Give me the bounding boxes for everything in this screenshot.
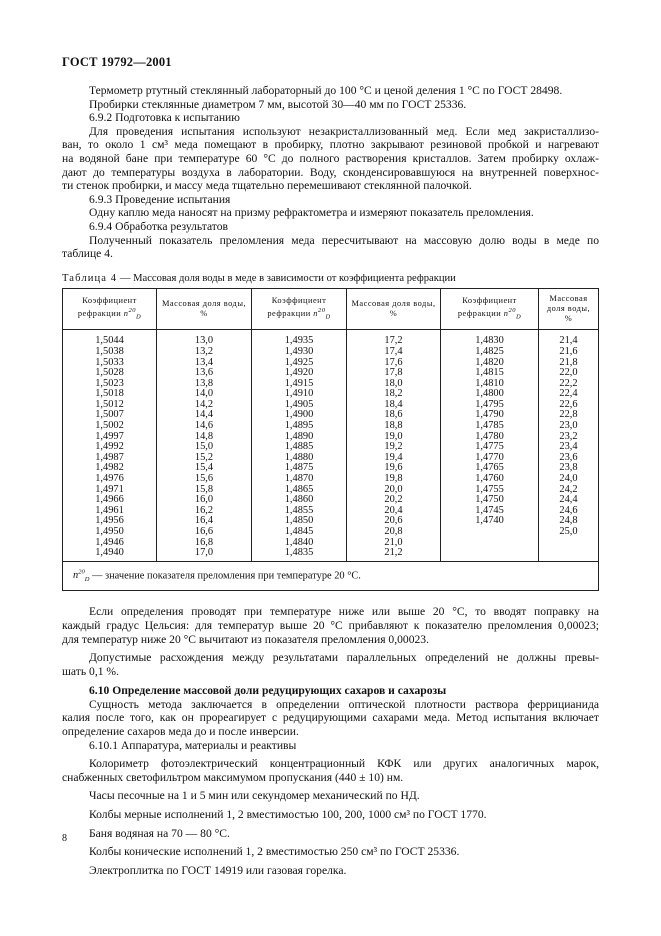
table-cell: 1,4992 [95,441,124,453]
column-coef-3 [441,330,539,561]
table-cell: 1,4865 [284,483,314,495]
paragraph-procedure: Одну каплю меда наносят на призму рефрактометра и измеряют показатель преломления. [89,206,534,220]
table-cell: 15,4 [194,462,214,474]
table-cell: 1,4920 [284,367,314,379]
table-cell: 1,4885 [284,441,314,453]
paragraph-tolerance-line-2: шать 0,1 %. [62,664,119,678]
table-cell: 19,0 [384,430,403,442]
paragraph-preparation-line-4: дают до температуры воздуха в лаборатории. Воду, сконденсировавшуюся на внутренней поверхнос- [62,165,599,179]
paragraph-thermometer: Термометр ртутный стеклянный лабораторный до 100 °С и ценой деления 1 °С по ГОСТ 28498. [89,84,563,97]
table-cell: 1,4795 [475,398,504,410]
table-cell: 13,6 [194,367,214,379]
table-cell: 1,4900 [284,409,314,421]
table-cell: 21,4 [559,335,578,347]
table-cell: 1,4940 [95,547,124,559]
table-cell: 1,4930 [284,345,314,357]
paragraph-preparation-line-2: ван, то около 1 см³ меда помещают в пробирку, плотно закрывают резиновой пробкой и нагревают [62,138,599,152]
table-cell: 1,4770 [475,451,504,463]
subsection-apparatus: 6.10.1 Аппаратура, материалы и реактивы [89,738,297,752]
paragraph-method-line-1: Сущность метода заключается в определении оптической плотности раствора феррицианида [89,697,599,711]
table-cell: 1,4987 [95,451,124,463]
table-cell: 1,4855 [284,504,314,516]
list-item-water-bath: Баня водяная на 70 — 80 °С. [89,826,230,840]
refraction-table [62,288,599,591]
table-cell: 1,4825 [475,345,504,357]
table-cell: 23,0 [559,420,578,432]
table-cell: 1,4845 [284,526,314,537]
table-cell: 1,4890 [284,430,314,442]
header-coef-2: Коэффициент рефракции $n^{20}_D$ [252,289,347,330]
table-cell: 24,0 [559,473,578,485]
table-cell: 1,4860 [284,494,314,506]
table-cell: 13,8 [194,377,214,389]
table-cell: 15,0 [194,441,214,453]
table-cell: 1,4870 [284,473,314,485]
table-cell: 1,5028 [95,367,124,379]
table-cell: 1,4800 [475,388,504,400]
table-cell: 1,4745 [475,504,504,516]
table-cell: 21,2 [384,547,403,559]
table-cell: 1,4997 [95,430,124,442]
table-cell: 22,6 [559,398,578,410]
table-cell: 1,4785 [475,420,504,432]
table-cell: 1,4905 [284,398,314,410]
table-cell: 1,4830 [475,335,504,347]
table-cell: 1,4961 [95,504,124,516]
paragraph-preparation-line-1: Для проведения испытания используют незакристаллизованный мед. Если мед закристаллизо- [89,124,599,138]
table-cell: 1,4775 [475,441,504,453]
table-cell: 23,8 [559,462,578,474]
table-cell: 20,2 [384,494,403,506]
table-cell: 23,6 [559,451,578,463]
table-cell: 24,4 [559,494,578,506]
table-cell: 16,6 [194,526,214,537]
paragraph-preparation-line-5: ти стенок пробирки, и массу меда тщательно перемешивают стеклянной палочкой. [62,179,472,193]
table-cell: 20,4 [384,504,403,516]
table-data-row [63,330,599,561]
table-cell: 1,4880 [284,451,314,463]
table-caption-prefix: Таблица 4 [62,272,118,284]
table-cell: 1,4950 [95,526,124,537]
paragraph-results-line-2: таблице 4. [62,247,113,261]
table-cell: 1,5044 [95,335,124,347]
table-cell: 17,0 [194,547,214,559]
table-cell: 1,5033 [95,356,124,368]
table-cell: 17,2 [384,335,403,347]
paragraph-correction-line-3: для температур ниже 20 °С вычитают из показателя преломления 0,00023. [62,632,429,646]
table-cell: 16,8 [194,536,214,548]
table-cell: 14,4 [194,409,214,421]
table-cell: 17,8 [384,367,403,379]
column-water-2 [347,330,441,561]
table-cell: 1,4760 [475,473,504,485]
table-cell: 19,2 [384,441,403,453]
paragraph-method-line-2: калия после того, как он прореагирует с редуцирующими сахарами меда. Метод испытания включает [62,711,599,725]
table-cell: 1,4956 [95,515,124,527]
table-cell: 21,8 [559,356,578,368]
table-cell: 13,4 [194,356,214,368]
paragraph-preparation-line-3: на водяной бане при температуре 60 °С до полного растворения кристаллов. Затем пробирку охлаж- [62,151,599,165]
table-cell: 1,4875 [284,462,314,474]
table-cell: 1,4925 [284,356,314,368]
table-cell: 1,4820 [475,356,504,368]
header-water-1: Массовая доля воды, % [157,289,252,330]
header-water-2: Массовая доля воды, % [347,289,441,330]
table-cell: 21,6 [559,345,578,357]
header-coef-3: Коэффициент рефракции $n^{20}_D$ [441,289,539,330]
table-cell: 1,5012 [95,398,124,410]
table-cell: 14,0 [194,388,214,400]
table-cell: 1,4815 [475,367,504,379]
table-cell: 1,4790 [475,409,504,421]
table-caption [62,272,599,286]
table-cell: 18,2 [384,388,403,400]
paragraph-correction-line-1: Если определения проводят при температуре ниже или выше 20 °С, то вводят поправку на [89,605,599,619]
table-cell: 19,4 [384,451,403,463]
table-cell: 13,0 [194,335,214,347]
table-cell: 13,2 [194,345,214,357]
paragraph-results-line-1: Полученный показатель преломления меда пересчитывают на массовую долю воды в меде по [89,233,599,247]
table-cell: 14,6 [194,420,214,432]
subsection-preparation: 6.9.2 Подготовка к испытанию [89,111,240,125]
list-item-volumetric-flasks: Колбы мерные исполнений 1, 2 вместимостью 100, 200, 1000 см³ по ГОСТ 1770. [89,808,487,822]
document-header: ГОСТ 19792—2001 [62,55,172,69]
paragraph-correction-line-2: каждый градус Цельсия: для температур выше 20 °С прибавляют к показателю преломления 0,00023; [62,618,599,632]
table-cell: 24,8 [559,515,578,527]
header-water-3: Массовая доля воды, % [539,289,599,330]
table-cell: 1,4780 [475,430,504,442]
table-cell: 18,0 [384,377,403,389]
table-cell: 1,5002 [95,420,124,432]
table-cell: 22,4 [559,388,578,400]
table-cell: 22,8 [559,409,578,421]
table-note: $n^{20}_D$ — значение показателя преломления при температуре 20 °С. [63,561,599,591]
column-coef-2 [252,330,347,561]
table-cell: 17,6 [384,356,403,368]
table-cell: 1,4840 [284,536,314,548]
list-item-hotplate: Электроплитка по ГОСТ 14919 или газовая горелка. [89,863,347,877]
table-cell: 1,4976 [95,473,124,485]
table-cell: 18,4 [384,398,403,410]
page-number: 8 [62,833,67,844]
table-cell: 1,5023 [95,377,124,389]
subsection-results: 6.9.4 Обработка результатов [89,219,228,233]
column-coef-1 [63,330,157,561]
paragraph-test-tubes: Пробирки стеклянные диаметром 7 мм, высотой 30—40 мм по ГОСТ 25336. [89,97,467,111]
list-item-clock: Часы песочные на 1 и 5 мин или секундомер механический по НД. [89,789,420,803]
table-cell: 15,6 [194,473,214,485]
table-cell: 1,4750 [475,494,504,506]
table-cell: 22,0 [559,367,578,379]
table-note-row [63,561,599,591]
table-cell: 1,4850 [284,515,314,527]
table-caption-text: — Массовая доля воды в меде в зависимости от коэффициента рефракции [117,272,456,284]
list-item-conical-flasks: Колбы конические исполнений 1, 2 вместимостью 250 см³ по ГОСТ 25336. [89,845,460,859]
subsection-procedure: 6.9.3 Проведение испытания [89,192,231,206]
table-cell: 1,4755 [475,483,504,495]
table-cell: 25,0 [559,526,578,537]
table-cell: 1,5007 [95,409,124,421]
table-cell: 1,5038 [95,345,124,357]
paragraph-tolerance-line-1: Допустимые расхождения между результатами параллельных определений не должны превы- [89,651,599,665]
header-coef-1: Коэффициент рефракции $n^{20}_D$ [63,289,157,330]
table-cell: 20,6 [384,515,403,527]
table-cell: 21,0 [384,536,403,548]
table-cell: 16,0 [194,494,214,506]
paragraph-colorimeter-line-2: снабженных светофильтром максимумом пропускания (440 ± 10) нм. [62,770,404,784]
table-cell: 1,4910 [284,388,314,400]
table-cell: 1,4895 [284,420,314,432]
table-cell: 1,4740 [475,515,504,527]
table-cell: 14,2 [194,398,214,410]
table-cell: 18,8 [384,420,403,432]
table-cell: 1,4810 [475,377,504,389]
table-cell: 17,4 [384,345,403,357]
table-cell: 23,2 [559,430,578,442]
table-cell: 1,4935 [284,335,314,347]
table-cell: 19,8 [384,473,403,485]
table-cell: 16,4 [194,515,214,527]
table-cell: 24,6 [559,504,578,516]
table-cell: 1,5018 [95,388,124,400]
table-cell: 1,4915 [284,377,314,389]
column-water-3 [539,330,599,561]
table-cell: 19,6 [384,462,403,474]
table-cell: 1,4946 [95,536,124,548]
section-title-sugars: 6.10 Определение массовой доли редуцирующих сахаров и сахарозы [89,684,447,698]
paragraph-colorimeter-line-1: Колориметр фотоэлектрический концентрационный КФК или других аналогичных марок, [89,757,599,771]
page-content [62,84,599,877]
column-water-1 [157,330,252,561]
paragraph-method-line-3: определение сахаров меда до и после инверсии. [62,725,299,739]
table-cell: 1,4835 [284,547,314,559]
table-cell: 24,2 [559,483,578,495]
table-cell: 23,4 [559,441,578,453]
table-cell: 15,8 [194,483,214,495]
table-cell: 20,0 [384,483,403,495]
table-cell: 16,2 [194,504,214,516]
table-cell: 15,2 [194,451,214,463]
table-cell: 22,2 [559,377,578,389]
table-cell: 18,6 [384,409,403,421]
table-cell: 1,4982 [95,462,124,474]
table-cell: 1,4966 [95,494,124,506]
table-cell: 1,4765 [475,462,504,474]
table-header-row [63,289,599,330]
table-cell: 14,8 [194,430,214,442]
table-cell: 1,4971 [95,483,124,495]
table-cell: 20,8 [384,526,403,537]
